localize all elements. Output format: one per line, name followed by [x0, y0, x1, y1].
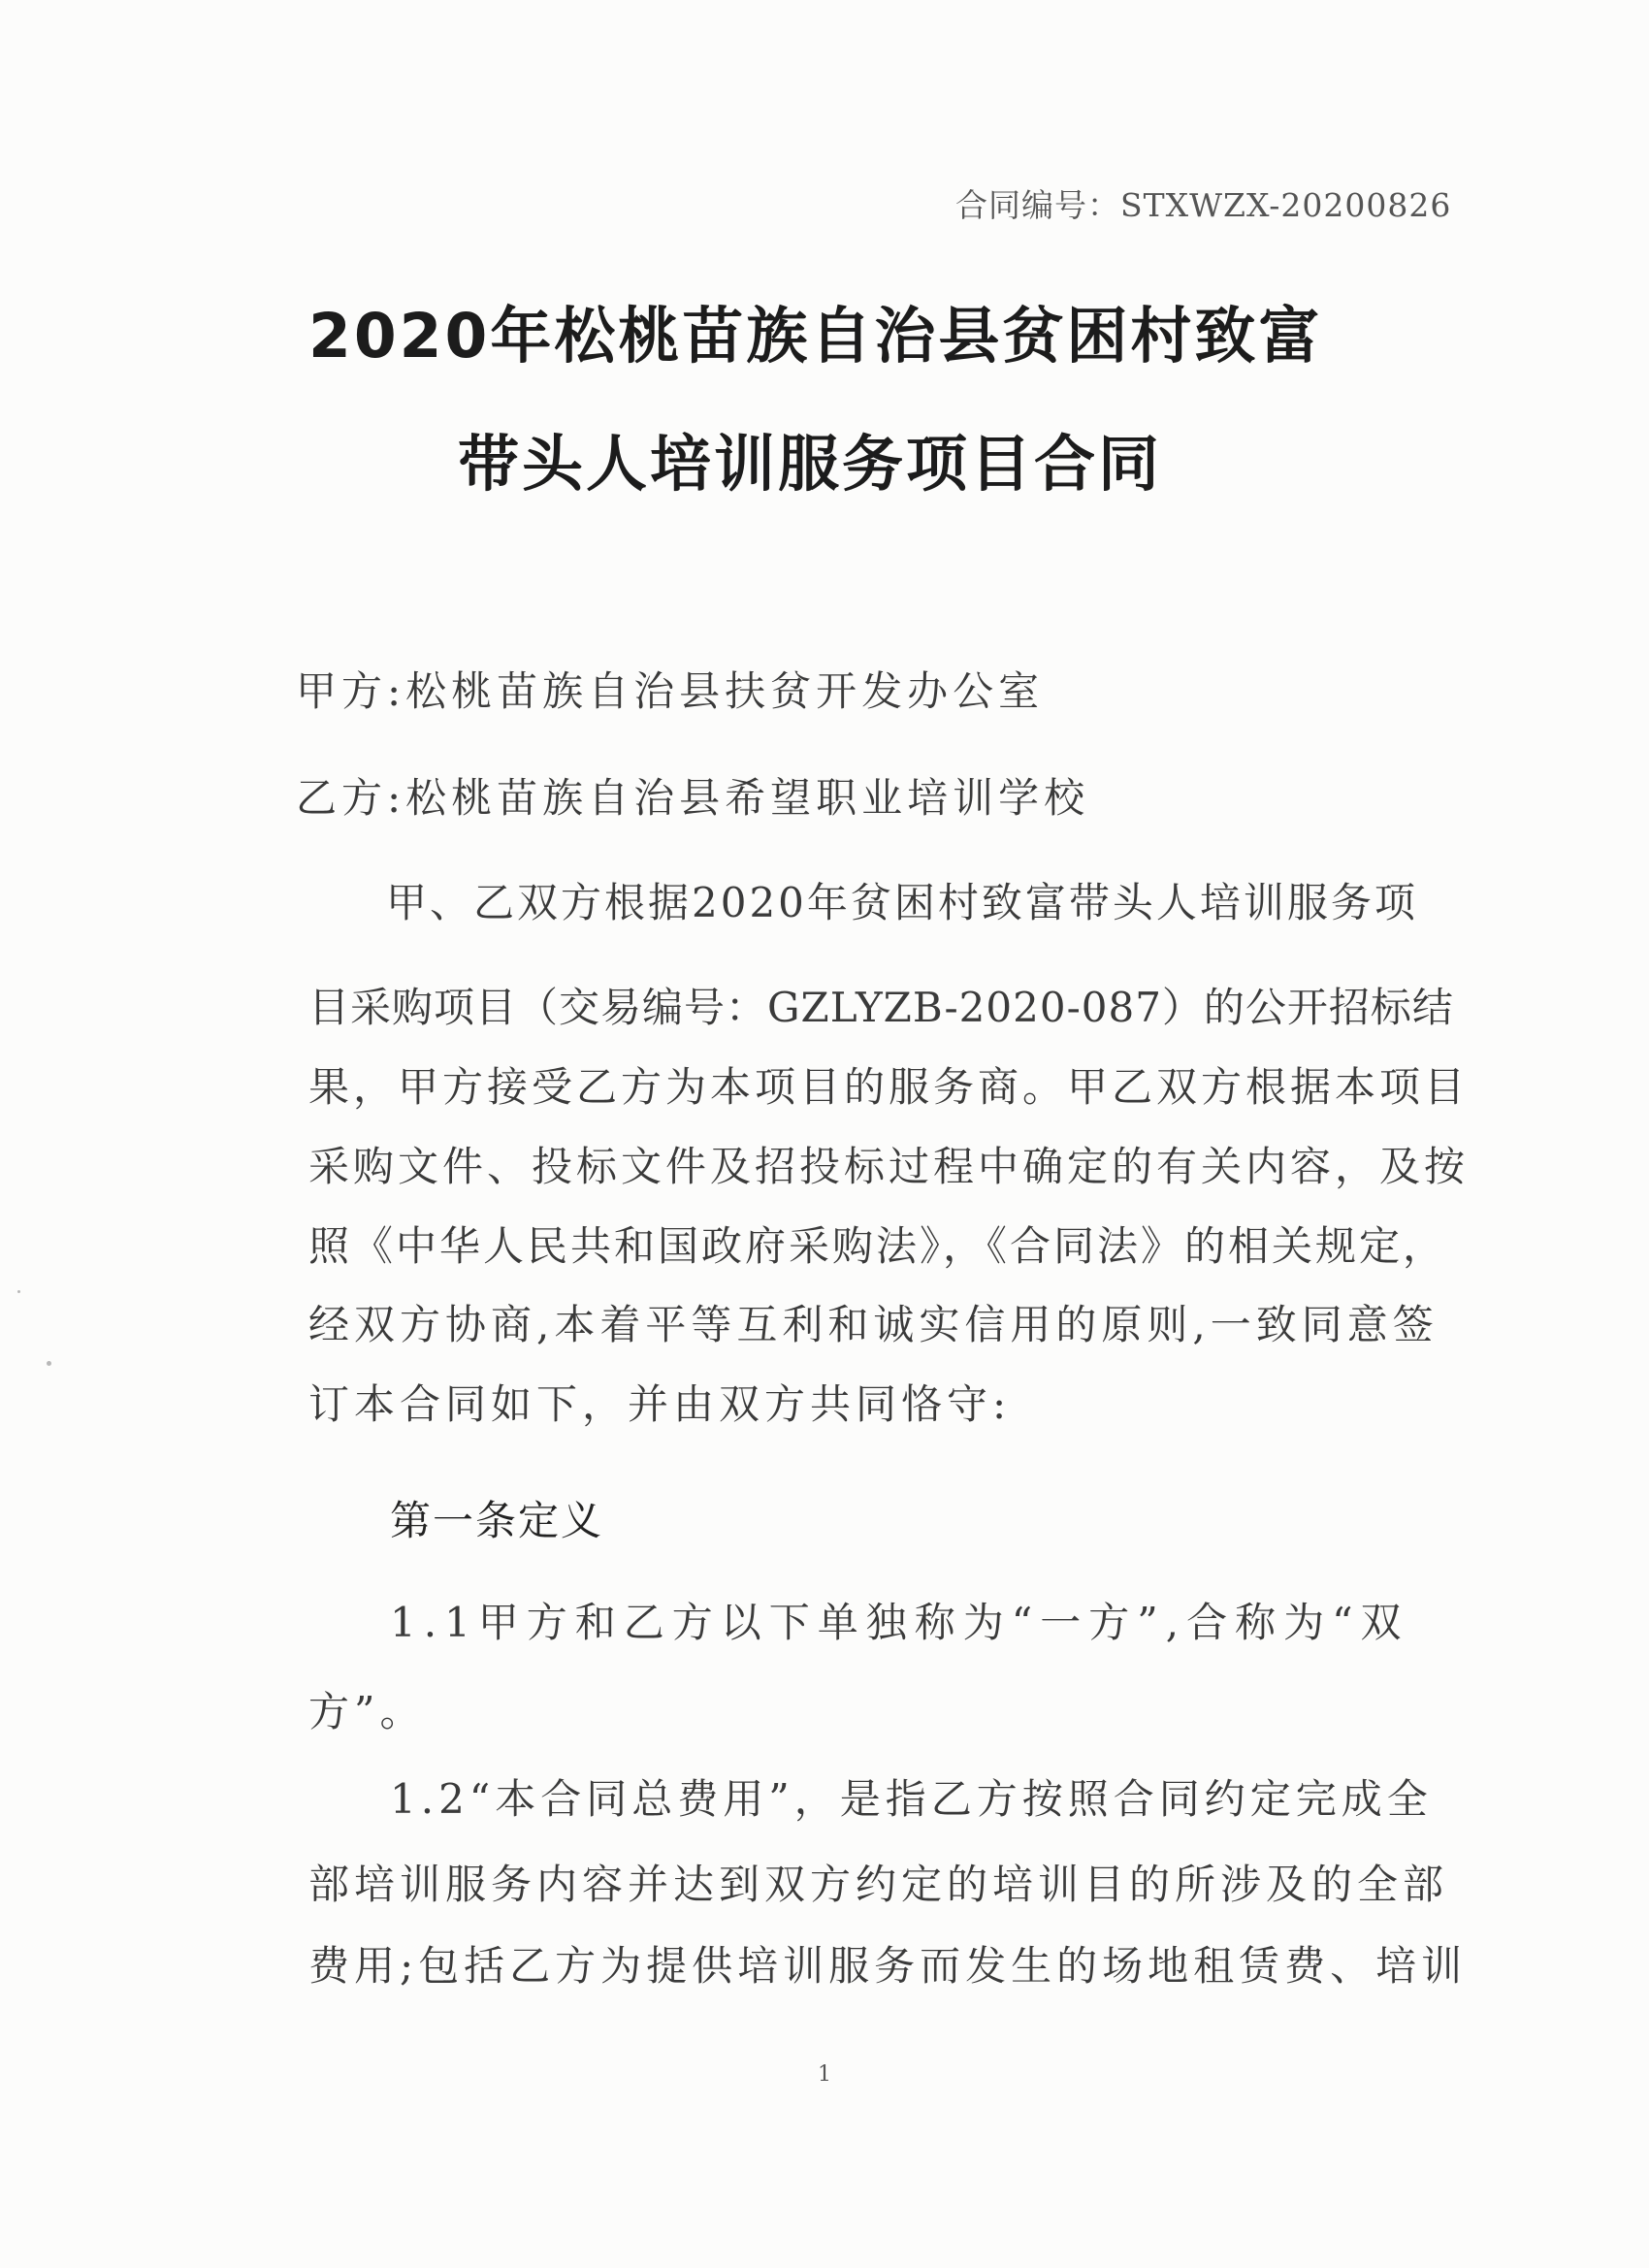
clause-line: 1.2“本合同总费用”，是指乙方按照合同约定完成全 [390, 1775, 1433, 1823]
section-heading-definitions: 第一条定义 [390, 1497, 604, 1544]
preamble-line: 照《中华人民共和国政府采购法》，《合同法》的相关规定， [308, 1222, 1447, 1270]
page-number: 1 [818, 2062, 831, 2087]
scan-speck [47, 1361, 51, 1366]
preamble-line: 经双方协商,本着平等互利和诚实信用的原则,一致同意签 [308, 1301, 1439, 1348]
clause-line: 1.1甲方和乙方以下单独称为“一方”,合称为“双 [390, 1599, 1409, 1646]
party-a: 甲方:松桃苗族自治县扶贫开发办公室 [296, 667, 1045, 715]
document-title-line-1: 2020年松桃苗族自治县贫困村致富 [308, 301, 1323, 372]
preamble-line: 采购文件、投标文件及招投标过程中确定的有关内容，及按 [308, 1143, 1470, 1190]
contract-number: 合同编号：STXWZX-20200826 [955, 186, 1452, 224]
party-b: 乙方:松桃苗族自治县希望职业培训学校 [296, 774, 1090, 822]
clause-line: 费用;包括乙方为提供培训服务而发生的场地租赁费、培训 [308, 1942, 1468, 1990]
preamble-line: 果，甲方接受乙方为本项目的服务商。甲乙双方根据本项目 [308, 1063, 1470, 1111]
clause-line: 部培训服务内容并达到双方约定的培训目的所涉及的全部 [308, 1861, 1449, 1908]
preamble-line: 订本合同如下，并由双方共同恪守: [308, 1380, 1012, 1428]
preamble-line: 甲、乙双方根据2020年贫困村致富带头人培训服务项 [386, 879, 1418, 926]
clause-line: 方”。 [308, 1688, 426, 1735]
scan-speck [17, 1290, 20, 1293]
preamble-line: 目采购项目（交易编号：GZLYZB-2020-087）的公开招标结 [308, 984, 1454, 1031]
document-title-line-2: 带头人培训服务项目合同 [458, 429, 1162, 500]
